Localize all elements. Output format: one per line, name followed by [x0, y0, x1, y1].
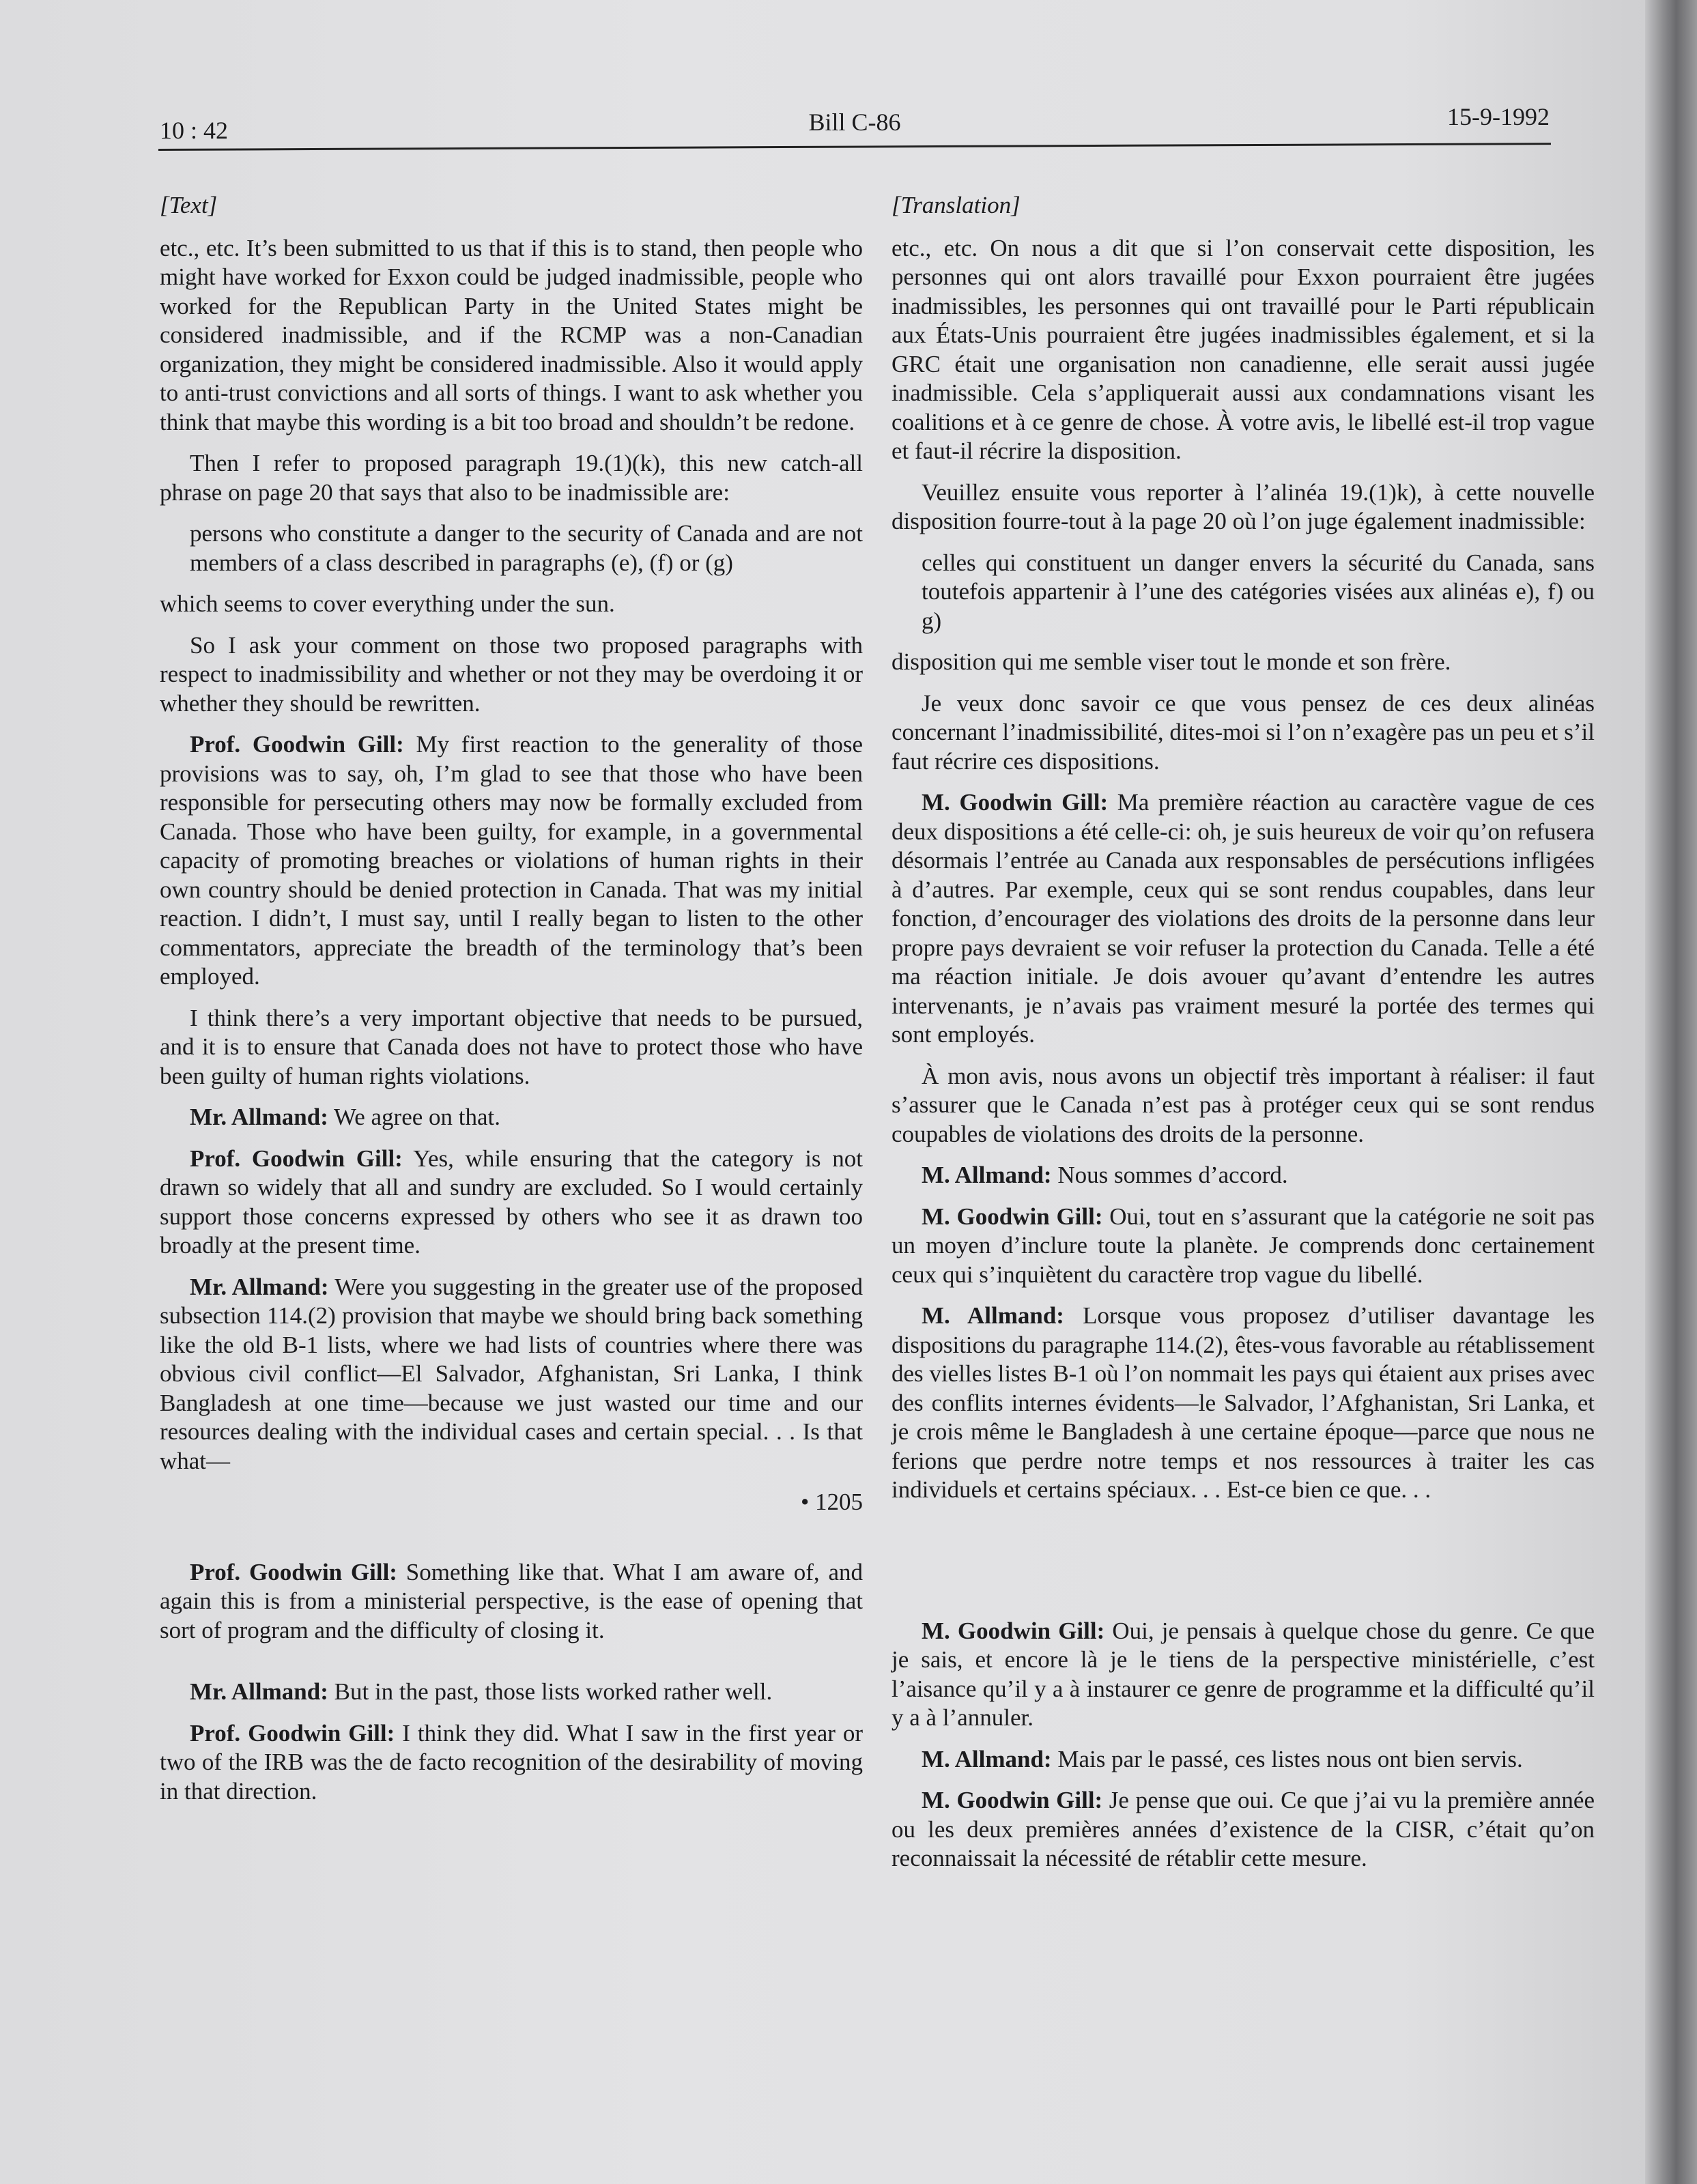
speaker-name: Mr. Allmand:: [190, 1104, 328, 1130]
paragraph: disposition qui me semble viser tout le monde et son frère.: [892, 648, 1451, 675]
speech-text: Oui, je pensais à quelque chose du genre. Ce que je sais, et encore là je le tiens de la perspective ministérielle, c’est l’aisance qu’il y a à instaurer ce genre de programme et la difficulté qu’il y a à l’annuler.: [892, 1617, 1595, 1731]
page-reference: 10 : 42: [160, 117, 229, 144]
speaker-turn: [892, 1302, 1595, 1505]
french-column: [892, 191, 1595, 1886]
speech-text: Were you suggesting in the greater use of the proposed subsection 114.(2) provision that maybe we should bring back something like the old B-1 lists, where we had lists of countries where there was obvious civil conflict—El Salvador, Afghanistan, Sri Lanka, I think Bangladesh at one time—because we just wasted our time and our resources dealing with the individual cases and certain special. . . Is that what—: [160, 1273, 863, 1474]
time-marker: • 1205: [800, 1489, 863, 1515]
speaker-name: Prof. Goodwin Gill:: [190, 1558, 397, 1585]
quoted-provision: celles qui constituent un danger envers la sécurité du Canada, sans toutefois appartenir à l’une des catégories visées aux alinéas e), f) ou g): [922, 549, 1595, 634]
speech-text: We agree on that.: [328, 1104, 501, 1130]
speech-text: Mais par le passé, ces listes nous ont bien servis.: [1051, 1745, 1523, 1772]
speaker-turn: [892, 788, 1595, 1050]
speech-text: Nous sommes d’accord.: [1051, 1162, 1288, 1188]
quoted-provision: persons who constitute a danger to the security of Canada and are not members of a class described in paragraphs (e), (f) or (g): [190, 520, 863, 576]
speaker-turn: [160, 1719, 863, 1807]
speaker-name: M. Goodwin Gill:: [922, 789, 1109, 816]
speaker-turn: [160, 1273, 863, 1476]
translation-tag: [Translation]: [892, 192, 1021, 218]
paragraph: etc., etc. It’s been submitted to us that if this is to stand, then people who might have worked for Exxon could be judged inadmissible, people who worked for the Republican Party in the United States might be considered inadmissible, and if the RCMP was a non-Canadian organization, they might be considered inadmissible. Also it would apply to anti-trust convictions and all sorts of things. I want to ask whether you think that maybe this wording is a bit too broad and shouldn’t be redone.: [160, 234, 863, 435]
speaker-name: Prof. Goodwin Gill:: [190, 1145, 403, 1172]
speaker-name: Prof. Goodwin Gill:: [190, 1719, 395, 1747]
speaker-name: Mr. Allmand:: [190, 1678, 328, 1705]
speech-text: Lorsque vous proposez d’utiliser davantage les dispositions du paragraphe 114.(2), êtes-vous favorable au rétablissement des vielles listes B-1 où l’on nommait les pays qui étaient aux prises avec des conflits internes évidents—le Salvador, l’Afghanistan, Sri Lanka, et je crois même le Bangladesh à une certaine époque—parce que nous ne ferions que perdre notre temps et nos ressources à traiter les cas individuels et certains spéciaux. . . Est-ce bien ce que. . .: [892, 1302, 1595, 1503]
speaker-turn: [160, 730, 863, 992]
paragraph: À mon avis, nous avons un objectif très important à réaliser: il faut s’assurer que le Canada n’est pas à protéger ceux qui se sont rendus coupables de violations des droits de la personne.: [892, 1062, 1595, 1147]
speaker-turn: [160, 1678, 863, 1707]
speech-text: Oui, tout en s’assurant que la catégorie ne soit pas un moyen d’inclure toute la planète. Je comprends donc certainement ceux qui s’inquiètent du caractère trop vague du libellé.: [892, 1203, 1595, 1288]
speaker-turn: [160, 1145, 863, 1261]
binding-edge: [1645, 0, 1697, 2184]
speech-text: Je pense que oui. Ce que j’ai vu la première année ou les deux premières années d’existence de la CISR, c’était qu’on reconnaissait la nécessité de rétablir cette mesure.: [892, 1787, 1595, 1871]
english-column: [160, 191, 863, 1818]
speaker-name: M. Goodwin Gill:: [922, 1617, 1105, 1644]
speech-text: I think they did. What I saw in the first year or two of the IRB was the de facto recognition of the desirability of moving in that direction.: [160, 1719, 863, 1805]
speaker-turn: [160, 1558, 863, 1646]
paragraph: Then I refer to proposed paragraph 19.(1)(k), this new catch-all phrase on page 20 that says that also to be inadmissible are:: [160, 450, 863, 506]
speech-text: But in the past, those lists worked rather well.: [328, 1678, 773, 1705]
speaker-name: M. Goodwin Gill:: [922, 1787, 1103, 1813]
speaker-turn: [892, 1161, 1595, 1190]
speaker-name: Mr. Allmand:: [190, 1273, 329, 1300]
document-title: Bill C-86: [808, 109, 901, 136]
speaker-name: M. Goodwin Gill:: [922, 1203, 1103, 1230]
speech-text: Ma première réaction au caractère vague de ces deux dispositions a été celle-ci: oh, je suis heureux de voir qu’on refusera désormais l’entrée au Canada aux responsables de persécutions infligées à d’autres. Par exemple, ceux qui se sont rendus coupables, dans leur fonction, d’encourager des violations des droits de la personne dans leur propre pays devraient se voir refuser la protection du Canada. Telle a été ma réaction initiale. Je dois avouer qu’avant d’entendre les autres intervenants, je n’avais pas vraiment mesuré la portée des termes qui sont employés.: [892, 789, 1595, 1048]
speech-text: My first reaction to the generality of those provisions was to say, oh, I’m glad to see that those who have been responsible for persecuting others may now be formally excluded from Canada. Those who have been guilty, for example, in a governmental capacity of promoting breaches or violations of human rights in their own country should be denied protection in Canada. That was my initial reaction. I didn’t, I must say, until I really began to listen to the other commentators, appreciate the breadth of the terminology that’s been employed.: [160, 731, 863, 990]
paragraph: Veuillez ensuite vous reporter à l’alinéa 19.(1)k), à cette nouvelle disposition fourre-tout à la page 20 où l’on juge également inadmissible:: [892, 478, 1595, 534]
document-date: 15-9-1992: [1447, 103, 1550, 130]
paragraph: I think there’s a very important objective that needs to be pursued, and it is to ensure that Canada does not have to protect those who have been guilty of human rights violations.: [160, 1004, 863, 1089]
speaker-turn: [892, 1786, 1595, 1873]
speaker-turn: [892, 1617, 1595, 1733]
paragraph: etc., etc. On nous a dit que si l’on conservait cette disposition, les personnes qui ont alors travaillé pour Exxon pourraient être jugées inadmissibles, les personnes qui ont travaillé pour le Parti républicain aux États-Unis pourraient être jugées inadmissibles également, et si la GRC était une organisation non canadienne, elle serait aussi jugée inadmissible. Cela s’appliquerait aussi aux condamnations visant les coalitions et à ce genre de chose. À votre avis, le libellé est-il trop vague et faut-il récrire la disposition.: [892, 234, 1595, 464]
speaker-turn: [892, 1745, 1595, 1774]
speech-text: Something like that. What I am aware of, and again this is from a ministerial perspective, is the ease of opening that sort of program and the difficulty of closing it.: [160, 1558, 863, 1643]
speaker-name: Prof. Goodwin Gill:: [190, 731, 404, 758]
speaker-turn: [160, 1103, 863, 1132]
speaker-name: M. Allmand:: [922, 1745, 1052, 1772]
paragraph: Je veux donc savoir ce que vous pensez de ces deux alinéas concernant l’inadmissibilité, dites-moi si l’on n’exagère pas un peu et s’il faut récrire ces dispositions.: [892, 689, 1595, 775]
speech-text: Yes, while ensuring that the category is not drawn so widely that all and sundry are excluded. So I would certainly support those concerns expressed by others who see it as drawn too broadly at the present time.: [160, 1145, 863, 1259]
column-gap: [892, 1517, 1595, 1617]
speaker-name: M. Allmand:: [922, 1302, 1064, 1329]
paragraph: which seems to cover everything under the sun.: [160, 590, 615, 617]
text-tag: [Text]: [160, 192, 218, 218]
speaker-turn: [892, 1203, 1595, 1290]
paragraph: So I ask your comment on those two proposed paragraphs with respect to inadmissibility and whether or not they may be overdoing it or whether they should be rewritten.: [160, 631, 863, 717]
speaker-name: M. Allmand:: [922, 1162, 1052, 1188]
